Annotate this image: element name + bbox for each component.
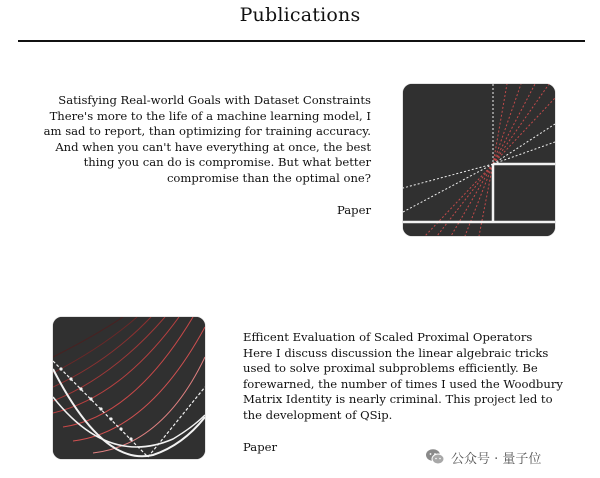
page-title: Publications	[239, 4, 361, 26]
constraint-lines-plot-icon	[403, 84, 555, 236]
publication-2-paper-link[interactable]: Paper	[243, 439, 278, 454]
watermark-text: 公众号 · 量子位	[451, 451, 542, 467]
publication-1-thumbnail[interactable]	[403, 84, 555, 236]
publication-2-thumbnail[interactable]	[53, 317, 205, 459]
publication-2-description: Here I discuss discussion the linear algebraic tricks used to solve proximal subproblems efficiently. Be forewarned, the number of times I used the Woodbury Matrix Identity is nearly criminal. This project led to the development of QSip.	[243, 345, 563, 422]
publication-2-title: Efficent Evaluation of Scaled Proximal Operators	[243, 330, 533, 344]
title-divider	[18, 40, 585, 42]
publication-1-text	[38, 93, 371, 218]
publication-1-description: There's more to the life of a machine learning model, I am sad to report, than optimizing for training accuracy. And when you can't have everything at once, the best thing you can do is compromise. But what better compromise than the optimal one?	[43, 108, 371, 185]
wechat-icon	[425, 448, 445, 466]
proximal-curves-plot-icon	[53, 317, 205, 459]
publication-2-text	[243, 330, 573, 455]
publication-1-title: Satisfying Real-world Goals with Dataset Constraints	[58, 93, 371, 107]
publication-1-paper-link[interactable]: Paper	[336, 202, 371, 217]
watermark	[425, 446, 585, 468]
